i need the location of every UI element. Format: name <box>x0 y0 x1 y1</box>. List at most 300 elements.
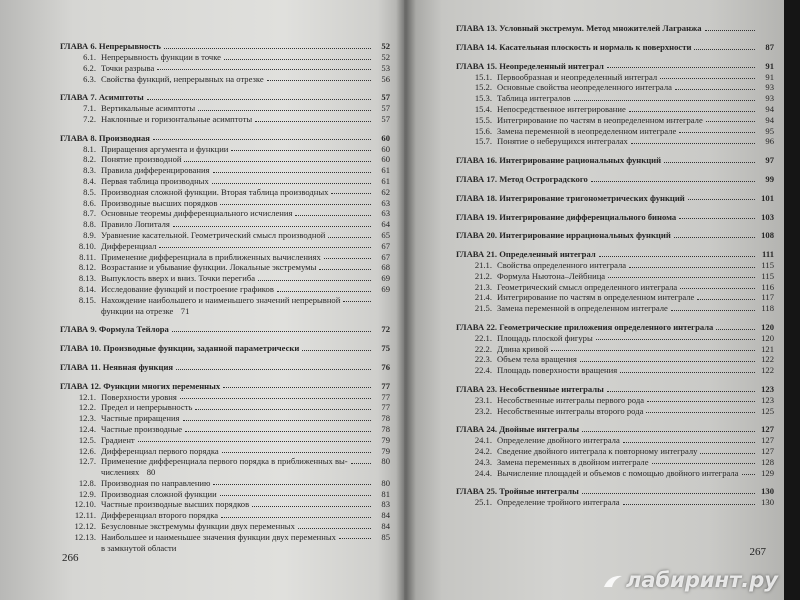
page-ref: 127 <box>761 445 774 456</box>
toc-section <box>60 294 390 305</box>
entry-title: Частные производные высших порядков <box>101 499 250 510</box>
page-ref: 80 <box>146 467 156 478</box>
page-ref: 56 <box>381 73 390 84</box>
dot-leader <box>224 59 371 60</box>
entry-title: ГЛАВА 23. Несобственные интегралы <box>456 383 604 394</box>
entry-title: ГЛАВА 8. Производная <box>60 132 150 143</box>
page-ref: 115 <box>761 259 774 270</box>
dot-leader <box>138 441 371 442</box>
page-ref: 53 <box>381 62 390 73</box>
entry-title: Интегрирование по частям в определенном интеграле <box>497 292 695 303</box>
toc-section <box>60 102 390 113</box>
entry-title: Геометрический смысл определенного интеграла <box>497 281 678 292</box>
entry-title: Несобственные интегралы первого рода <box>497 394 645 405</box>
page-ref: 52 <box>381 52 390 62</box>
dot-leader <box>706 121 755 122</box>
entry-title: Вычисление площадей и объемов с помощью двойного интеграла <box>497 467 739 478</box>
section-number: 8.13. <box>78 273 96 284</box>
page-ref: 101 <box>761 192 774 203</box>
section-number: 24.2. <box>474 445 492 456</box>
toc-section <box>60 477 390 488</box>
toc-chapter <box>456 321 774 332</box>
toc-chapter <box>456 22 774 33</box>
dot-leader <box>582 431 755 432</box>
section-number: 24.3. <box>474 456 492 467</box>
section-number: 22.1. <box>474 332 492 343</box>
toc-left <box>60 40 390 552</box>
toc-section <box>60 51 390 62</box>
watermark <box>603 568 778 592</box>
section-number: 15.7. <box>474 136 492 147</box>
page-ref: 130 <box>761 497 774 508</box>
entry-title: в замкнутой области <box>101 542 177 553</box>
dot-leader <box>652 463 755 464</box>
toc-chapter <box>456 485 774 496</box>
section-number: 15.4. <box>474 103 492 114</box>
page-ref: 99 <box>765 173 774 184</box>
toc-continuation <box>60 541 390 552</box>
section-number: 21.4. <box>474 292 492 303</box>
section-number: 8.2. <box>83 154 96 165</box>
toc-section <box>456 353 774 364</box>
dot-leader <box>620 372 755 373</box>
entry-title: Длина кривой <box>497 343 549 354</box>
entry-title: Поверхности уровня <box>101 391 177 402</box>
page-ref: 65 <box>381 229 390 240</box>
page-ref: 67 <box>381 240 390 251</box>
entry-title: Наибольшее и наименьшее значения функции двух переменных <box>101 531 336 542</box>
section-number: 22.3. <box>474 354 492 365</box>
page-ref: 91 <box>765 60 774 71</box>
toc-section <box>456 114 774 125</box>
dot-leader <box>596 339 755 340</box>
toc-section <box>60 142 390 153</box>
toc-chapter <box>60 91 390 102</box>
toc-section <box>456 280 774 291</box>
dot-leader <box>302 350 371 351</box>
entry-title: Таблица интегралов <box>497 93 571 104</box>
entry-title: ГЛАВА 15. Неопределенный интеграл <box>456 60 604 71</box>
entry-title: функции на отрезке <box>101 305 174 316</box>
dot-leader <box>679 218 755 219</box>
page-ref: 130 <box>761 486 774 497</box>
page-ref: 116 <box>761 281 774 292</box>
toc-section <box>456 92 774 103</box>
page-ref: 93 <box>765 93 774 104</box>
page-ref: 60 <box>381 143 390 154</box>
entry-title: Замена переменной в неопределенном интеграле <box>497 125 677 136</box>
entry-title: ГЛАВА 19. Интегрирование дифференциального бинома <box>456 211 677 222</box>
dot-leader <box>157 69 371 70</box>
page-ref: 108 <box>761 230 774 241</box>
toc-section <box>456 70 774 81</box>
dot-leader <box>742 474 756 475</box>
page-ref: 85 <box>381 531 390 542</box>
entry-title: Несобственные интегралы второго рода <box>497 405 644 416</box>
entry-title: Применение дифференциала в приближенных вычислениях <box>101 251 321 262</box>
toc-section <box>60 175 390 186</box>
section-number: 25.1. <box>474 497 492 508</box>
section-number: 12.10. <box>74 499 96 510</box>
toc-continuation <box>60 304 390 315</box>
page-ref: 61 <box>381 165 390 176</box>
toc-section <box>60 412 390 423</box>
page-ref: 77 <box>381 402 390 413</box>
entry-title: Производная сложной функции <box>101 488 217 499</box>
entry-title: Дифференциал <box>101 240 157 251</box>
section-number: 8.11. <box>79 251 96 262</box>
entry-title: Наклонные и горизонтальные асимптоты <box>101 113 253 124</box>
toc-section <box>60 186 390 197</box>
dot-leader <box>147 99 371 100</box>
entry-title: ГЛАВА 6. Непрерывность <box>60 41 161 52</box>
dot-leader <box>607 391 755 392</box>
toc-chapter <box>60 323 390 334</box>
page-ref: 77 <box>381 391 390 402</box>
section-number: 8.10. <box>78 240 96 251</box>
dot-leader <box>680 288 755 289</box>
page-ref: 93 <box>765 82 774 93</box>
page-ref: 67 <box>381 251 390 262</box>
toc-section <box>60 207 390 218</box>
page-ref: 79 <box>381 434 390 445</box>
toc-section <box>60 153 390 164</box>
toc-section <box>456 496 774 507</box>
section-number: 23.2. <box>474 405 492 416</box>
entry-title: ГЛАВА 16. Интегрирование рациональных функций <box>456 155 662 166</box>
section-number: 7.2. <box>83 113 96 124</box>
toc-chapter <box>456 383 774 394</box>
toc-chapter <box>60 132 390 143</box>
toc-section <box>456 456 774 467</box>
entry-title: Исследование функций и построение графиков <box>101 283 274 294</box>
entry-title: Точки разрыва <box>101 62 155 73</box>
entry-title: ГЛАВА 20. Интегрирование иррациональных функций <box>456 230 671 241</box>
section-number: 6.3. <box>83 73 96 84</box>
section-number: 22.2. <box>474 343 492 354</box>
entry-title: Определение двойного интеграла <box>497 435 620 446</box>
page-ref: 69 <box>381 283 390 294</box>
page-ref: 57 <box>381 103 390 114</box>
entry-title: числениях <box>101 467 140 478</box>
toc-chapter <box>456 173 774 184</box>
toc-chapter <box>60 361 390 372</box>
entry-title: Производная сложной функции. Вторая таблица производных <box>101 186 329 197</box>
toc-section <box>456 404 774 415</box>
page-ref: 118 <box>761 303 774 314</box>
dot-leader <box>172 331 371 332</box>
section-number: 8.6. <box>83 197 96 208</box>
entry-title: Площадь плоской фигуры <box>497 332 593 343</box>
toc-section <box>60 520 390 531</box>
section-number: 12.12. <box>74 521 96 532</box>
entry-title: Понятие о неберущихся интегралах <box>497 136 628 147</box>
toc-section <box>456 466 774 477</box>
dot-leader <box>180 398 371 399</box>
entry-title: Замена переменной в определенном интеграле <box>497 303 668 314</box>
dot-leader <box>608 277 755 278</box>
page-ref: 80 <box>381 456 390 467</box>
dot-leader <box>646 412 755 413</box>
section-number: 21.2. <box>474 270 492 281</box>
toc-section <box>456 302 774 313</box>
watermark-text: лабиринт.ру <box>625 568 778 592</box>
toc-section <box>60 498 390 509</box>
toc-right <box>456 22 774 507</box>
page-ref: 95 <box>765 125 774 136</box>
page-ref: 127 <box>761 424 774 435</box>
entry-title: ГЛАВА 7. Асимптоты <box>60 92 144 103</box>
entry-title: Основные теоремы дифференциального исчисления <box>101 208 293 219</box>
dot-leader <box>221 517 371 518</box>
book-spine-shadow <box>396 0 416 600</box>
toc-section <box>456 81 774 92</box>
section-number: 12.9. <box>78 488 96 499</box>
entry-title: Предел и непрерывность <box>101 402 193 413</box>
dot-leader <box>591 181 755 182</box>
toc-chapter <box>456 192 774 203</box>
entry-title: ГЛАВА 13. Условный экстремум. Метод множителей Лагранжа <box>456 23 702 34</box>
section-number: 8.9. <box>83 229 96 240</box>
toc-chapter <box>456 60 774 71</box>
page-ref: 72 <box>381 324 390 335</box>
entry-title: Правила дифференцирования <box>101 165 210 176</box>
page-ref: 63 <box>381 208 390 219</box>
dot-leader <box>671 310 755 311</box>
toc-section <box>60 272 390 283</box>
dot-leader <box>153 139 371 140</box>
entry-title: Непрерывность функции в точке <box>101 52 221 62</box>
dot-leader <box>623 442 755 443</box>
entry-title: Дифференциал первого порядка <box>101 445 219 456</box>
entry-title: ГЛАВА 25. Тройные интегралы <box>456 486 579 497</box>
toc-chapter <box>456 41 774 52</box>
section-number: 7.1. <box>83 103 96 114</box>
page-ref: 61 <box>381 175 390 186</box>
section-number: 15.3. <box>474 93 492 104</box>
dot-leader <box>716 329 755 330</box>
dot-leader <box>623 504 755 505</box>
dot-leader <box>213 172 371 173</box>
page-ref: 120 <box>761 321 774 332</box>
entry-title: ГЛАВА 18. Интегрирование тригонометрических функций <box>456 192 685 203</box>
section-number: 6.2. <box>83 62 96 73</box>
dot-leader <box>222 452 371 453</box>
page-ref: 111 <box>762 249 774 260</box>
section-number: 8.3. <box>83 165 96 176</box>
dot-leader <box>212 183 371 184</box>
entry-title: Свойства определенного интеграла <box>497 259 627 270</box>
entry-title: Свойства функций, непрерывных на отрезке <box>101 73 264 84</box>
page-ref: 96 <box>765 136 774 147</box>
dot-leader <box>599 256 755 257</box>
toc-section <box>456 124 774 135</box>
entry-title: Правило Лопиталя <box>101 219 170 230</box>
entry-title: Интегрирование по частям в неопределенном интеграле <box>497 114 703 125</box>
page-ref: 84 <box>381 510 390 521</box>
section-number: 8.12. <box>78 262 96 273</box>
toc-section <box>60 72 390 83</box>
entry-title: Возрастание и убывание функции. Локальные экстремумы <box>101 262 317 273</box>
entry-title: Применение дифференциала первого порядка в приближенных вы- <box>101 456 348 467</box>
dot-leader <box>183 420 372 421</box>
dot-leader <box>277 291 371 292</box>
entry-title: Производная по направлению <box>101 477 211 488</box>
entry-title: Уравнение касательной. Геометрический смысл производной <box>101 229 326 240</box>
entry-title: ГЛАВА 10. Производные функции, заданной параметрически <box>60 343 300 354</box>
page-ref: 117 <box>761 292 774 303</box>
section-number: 8.7. <box>83 208 96 219</box>
dot-leader <box>705 30 755 31</box>
section-number: 12.13. <box>74 531 96 542</box>
dot-leader <box>185 431 371 432</box>
entry-title: Частные приращения <box>101 413 180 424</box>
page-ref: 120 <box>761 332 774 343</box>
dot-leader <box>679 132 755 133</box>
entry-title: Определение тройного интеграла <box>497 497 620 508</box>
entry-title: Производные высших порядков <box>101 197 218 208</box>
dot-leader <box>351 463 371 464</box>
dot-leader <box>343 301 371 302</box>
section-number: 15.6. <box>474 125 492 136</box>
dot-leader <box>688 199 755 200</box>
page-ref: 94 <box>765 103 774 114</box>
dot-leader <box>198 110 371 111</box>
page-ref: 127 <box>761 435 774 446</box>
page-ref: 71 <box>180 305 190 316</box>
toc-section <box>60 434 390 445</box>
entry-title: ГЛАВА 9. Формула Тейлора <box>60 324 169 335</box>
toc-section <box>456 135 774 146</box>
page-ref: 122 <box>761 354 774 365</box>
section-number: 22.4. <box>474 365 492 376</box>
labirint-logo-icon <box>603 573 623 589</box>
dot-leader <box>213 484 371 485</box>
dot-leader <box>674 237 755 238</box>
dot-leader <box>629 111 755 112</box>
page-ref: 125 <box>761 405 774 416</box>
entry-title: Нахождение наибольшего и наименьшего значений непрерывной <box>101 294 341 305</box>
section-number: 24.4. <box>474 467 492 478</box>
page-ref: 69 <box>381 273 390 284</box>
toc-section <box>60 261 390 272</box>
background-edge <box>784 0 800 600</box>
entry-title: Непосредственное интегрирование <box>497 103 626 114</box>
page-ref: 83 <box>381 499 390 510</box>
page-number-left: 266 <box>62 552 79 564</box>
entry-title: ГЛАВА 17. Метод Остроградского <box>456 173 588 184</box>
dot-leader <box>258 280 371 281</box>
page-ref: 64 <box>381 219 390 230</box>
page-ref: 57 <box>381 92 390 103</box>
page-ref: 91 <box>765 71 774 82</box>
section-number: 12.11. <box>74 510 96 521</box>
toc-chapter <box>456 423 774 434</box>
page-ref: 80 <box>381 477 390 488</box>
entry-title: Сведение двойного интеграла к повторному интегралу <box>497 445 698 456</box>
toc-section <box>60 164 390 175</box>
dot-leader <box>255 121 371 122</box>
page-ref: 128 <box>761 456 774 467</box>
dot-leader <box>295 215 371 216</box>
section-number: 21.3. <box>474 281 492 292</box>
dot-leader <box>331 193 371 194</box>
page-ref: 60 <box>381 154 390 165</box>
dot-leader <box>324 258 371 259</box>
entry-title: Выпуклость вверх и вниз. Точки перегиба <box>101 273 256 284</box>
toc-section <box>60 455 390 466</box>
page-ref: 123 <box>761 383 774 394</box>
entry-title: Объем тела вращения <box>497 354 577 365</box>
dot-leader <box>164 48 371 49</box>
dot-leader <box>223 387 371 388</box>
entry-title: Градиент <box>101 434 135 445</box>
toc-section <box>456 291 774 302</box>
entry-title: Частные производные <box>101 423 183 434</box>
page-ref: 84 <box>381 521 390 532</box>
entry-title: Безусловные экстремумы функции двух переменных <box>101 521 295 532</box>
entry-title: ГЛАВА 11. Неявная функция <box>60 361 174 372</box>
toc-section <box>60 423 390 434</box>
toc-section <box>456 103 774 114</box>
page-ref: 76 <box>381 361 390 372</box>
toc-section <box>60 509 390 520</box>
toc-section <box>456 434 774 445</box>
entry-title: ГЛАВА 22. Геометрические приложения определенного интеграла <box>456 321 714 332</box>
toc-chapter <box>60 342 390 353</box>
dot-leader <box>339 538 371 539</box>
right-page <box>404 0 784 600</box>
entry-title: Первообразная и неопределенный интеграл <box>497 71 658 82</box>
dot-leader <box>298 528 371 529</box>
page-ref: 52 <box>381 41 390 52</box>
page-ref: 123 <box>761 394 774 405</box>
toc-section <box>456 394 774 405</box>
toc-chapter <box>60 380 390 391</box>
dot-leader <box>220 204 371 205</box>
toc-section <box>60 196 390 207</box>
dot-leader <box>580 361 755 362</box>
toc-section <box>60 390 390 401</box>
entry-title: Первая таблица производных <box>101 175 209 186</box>
toc-section <box>60 283 390 294</box>
toc-section <box>60 487 390 498</box>
entry-title: Вертикальные асимптоты <box>101 103 196 114</box>
page-ref: 68 <box>381 262 390 273</box>
toc-chapter <box>456 154 774 165</box>
page-ref: 81 <box>381 488 390 499</box>
page-ref: 121 <box>761 343 774 354</box>
toc-section <box>60 62 390 73</box>
dot-leader <box>675 89 755 90</box>
section-number: 8.4. <box>83 175 96 186</box>
page-ref: 63 <box>381 197 390 208</box>
toc-section <box>456 332 774 343</box>
dot-leader <box>176 369 371 370</box>
section-number: 12.8. <box>78 477 96 488</box>
section-number: 24.1. <box>474 435 492 446</box>
entry-title: ГЛАВА 24. Двойные интегралы <box>456 424 580 435</box>
section-number: 8.5. <box>83 186 96 197</box>
entry-title: Понятие производной <box>101 154 182 165</box>
section-number: 8.15. <box>78 294 96 305</box>
page-ref: 77 <box>381 380 390 391</box>
toc-section <box>60 401 390 412</box>
entry-title: ГЛАВА 21. Определенный интеграл <box>456 249 596 260</box>
page-ref: 75 <box>381 343 390 354</box>
entry-title: Формула Ньютона–Лейбница <box>497 270 606 281</box>
entry-title: Приращения аргумента и функции <box>101 143 229 154</box>
